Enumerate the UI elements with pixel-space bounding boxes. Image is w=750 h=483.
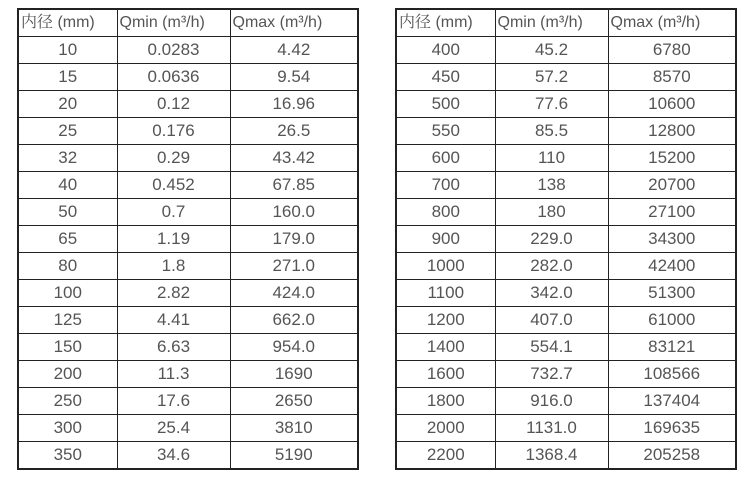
cell-diameter: 125	[18, 307, 117, 334]
table-row	[396, 361, 736, 388]
table-row	[396, 307, 736, 334]
cell-qmax: 10600	[608, 91, 736, 118]
cell-qmin: 1.19	[117, 226, 230, 253]
cell-qmin: 0.12	[117, 91, 230, 118]
cell-qmax: 16.96	[230, 91, 358, 118]
cell-qmin: 554.1	[495, 334, 608, 361]
cell-qmax: 954.0	[230, 334, 358, 361]
cell-diameter: 65	[18, 226, 117, 253]
cell-diameter: 250	[18, 388, 117, 415]
cell-diameter: 1000	[396, 253, 495, 280]
table-row	[18, 37, 358, 64]
cell-diameter: 150	[18, 334, 117, 361]
cell-diameter: 300	[18, 415, 117, 442]
cell-qmin: 0.176	[117, 118, 230, 145]
table-row	[18, 280, 358, 307]
table-row	[396, 280, 736, 307]
table-row	[396, 91, 736, 118]
cell-diameter: 550	[396, 118, 495, 145]
cell-diameter: 200	[18, 361, 117, 388]
cell-qmax: 137404	[608, 388, 736, 415]
cell-qmin: 1131.0	[495, 415, 608, 442]
table-row	[18, 415, 358, 442]
cell-qmin: 229.0	[495, 226, 608, 253]
cell-qmax: 6780	[608, 37, 736, 64]
table-row	[18, 64, 358, 91]
column-header-qmax: Qmax (m³/h)	[230, 9, 358, 37]
table-row	[18, 145, 358, 172]
table-row	[396, 37, 736, 64]
cell-qmin: 45.2	[495, 37, 608, 64]
cell-qmin: 2.82	[117, 280, 230, 307]
cell-qmax: 3810	[230, 415, 358, 442]
table-row	[396, 118, 736, 145]
flow-spec-table-small-diameters	[17, 8, 359, 470]
cell-qmin: 916.0	[495, 388, 608, 415]
cell-qmin: 110	[495, 145, 608, 172]
cell-diameter: 100	[18, 280, 117, 307]
cell-qmin: 180	[495, 199, 608, 226]
column-header-qmax: Qmax (m³/h)	[608, 9, 736, 37]
table-row	[396, 415, 736, 442]
column-header-qmin: Qmin (m³/h)	[117, 9, 230, 37]
cell-qmax: 5190	[230, 442, 358, 470]
cell-qmin: 282.0	[495, 253, 608, 280]
cell-qmax: 20700	[608, 172, 736, 199]
cell-qmin: 0.29	[117, 145, 230, 172]
table-row	[396, 64, 736, 91]
cell-qmax: 42400	[608, 253, 736, 280]
cell-diameter: 500	[396, 91, 495, 118]
table-row	[396, 334, 736, 361]
cell-diameter: 350	[18, 442, 117, 470]
cell-qmax: 169635	[608, 415, 736, 442]
cell-qmin: 57.2	[495, 64, 608, 91]
cell-diameter: 1200	[396, 307, 495, 334]
table-row	[396, 172, 736, 199]
table-row	[396, 199, 736, 226]
cell-qmax: 1690	[230, 361, 358, 388]
cell-qmax: 27100	[608, 199, 736, 226]
cell-diameter: 40	[18, 172, 117, 199]
cell-qmin: 732.7	[495, 361, 608, 388]
cell-diameter: 450	[396, 64, 495, 91]
cell-qmin: 25.4	[117, 415, 230, 442]
cell-qmin: 0.452	[117, 172, 230, 199]
header-row	[396, 9, 736, 37]
cell-qmin: 342.0	[495, 280, 608, 307]
cell-qmax: 43.42	[230, 145, 358, 172]
table-row	[18, 388, 358, 415]
table-row	[18, 307, 358, 334]
cell-diameter: 25	[18, 118, 117, 145]
table-row	[396, 253, 736, 280]
cell-diameter: 600	[396, 145, 495, 172]
cell-qmin: 6.63	[117, 334, 230, 361]
cell-diameter: 50	[18, 199, 117, 226]
cell-qmax: 67.85	[230, 172, 358, 199]
cell-diameter: 2000	[396, 415, 495, 442]
cell-qmax: 15200	[608, 145, 736, 172]
table-row	[396, 226, 736, 253]
cell-qmax: 205258	[608, 442, 736, 470]
cell-diameter: 700	[396, 172, 495, 199]
cell-qmax: 2650	[230, 388, 358, 415]
cell-diameter: 400	[396, 37, 495, 64]
cell-diameter: 20	[18, 91, 117, 118]
header-row	[18, 9, 358, 37]
cell-qmin: 1.8	[117, 253, 230, 280]
table-row	[18, 226, 358, 253]
cell-diameter: 10	[18, 37, 117, 64]
cell-qmax: 179.0	[230, 226, 358, 253]
cell-qmax: 34300	[608, 226, 736, 253]
table-row	[18, 253, 358, 280]
cell-diameter: 32	[18, 145, 117, 172]
cell-qmax: 424.0	[230, 280, 358, 307]
column-header-diameter: 内径 (mm)	[18, 9, 117, 37]
table-row	[18, 199, 358, 226]
cell-qmin: 1368.4	[495, 442, 608, 470]
cell-qmax: 662.0	[230, 307, 358, 334]
cell-diameter: 1800	[396, 388, 495, 415]
table-row	[18, 172, 358, 199]
column-header-diameter: 内径 (mm)	[396, 9, 495, 37]
cell-diameter: 800	[396, 199, 495, 226]
cell-qmax: 12800	[608, 118, 736, 145]
cell-qmax: 8570	[608, 64, 736, 91]
cell-qmax: 61000	[608, 307, 736, 334]
cell-qmin: 17.6	[117, 388, 230, 415]
table-row	[18, 334, 358, 361]
cell-diameter: 900	[396, 226, 495, 253]
cell-diameter: 15	[18, 64, 117, 91]
table-row	[396, 388, 736, 415]
cell-qmax: 26.5	[230, 118, 358, 145]
cell-qmax: 160.0	[230, 199, 358, 226]
cell-qmin: 85.5	[495, 118, 608, 145]
cell-qmin: 0.0283	[117, 37, 230, 64]
cell-qmax: 4.42	[230, 37, 358, 64]
cell-qmin: 0.7	[117, 199, 230, 226]
cell-qmax: 51300	[608, 280, 736, 307]
table-row	[18, 118, 358, 145]
cell-qmin: 4.41	[117, 307, 230, 334]
table-row	[396, 145, 736, 172]
table-row	[18, 361, 358, 388]
cell-diameter: 2200	[396, 442, 495, 470]
cell-qmin: 0.0636	[117, 64, 230, 91]
cell-qmin: 11.3	[117, 361, 230, 388]
cell-qmin: 77.6	[495, 91, 608, 118]
cell-diameter: 1400	[396, 334, 495, 361]
table-row	[18, 442, 358, 470]
cell-diameter: 80	[18, 253, 117, 280]
cell-qmax: 108566	[608, 361, 736, 388]
cell-qmax: 9.54	[230, 64, 358, 91]
cell-qmax: 271.0	[230, 253, 358, 280]
cell-diameter: 1100	[396, 280, 495, 307]
cell-qmin: 138	[495, 172, 608, 199]
cell-qmin: 34.6	[117, 442, 230, 470]
table-row	[18, 91, 358, 118]
cell-diameter: 1600	[396, 361, 495, 388]
cell-qmin: 407.0	[495, 307, 608, 334]
table-row	[396, 442, 736, 470]
flow-spec-table-large-diameters	[395, 8, 737, 470]
column-header-qmin: Qmin (m³/h)	[495, 9, 608, 37]
cell-qmax: 83121	[608, 334, 736, 361]
